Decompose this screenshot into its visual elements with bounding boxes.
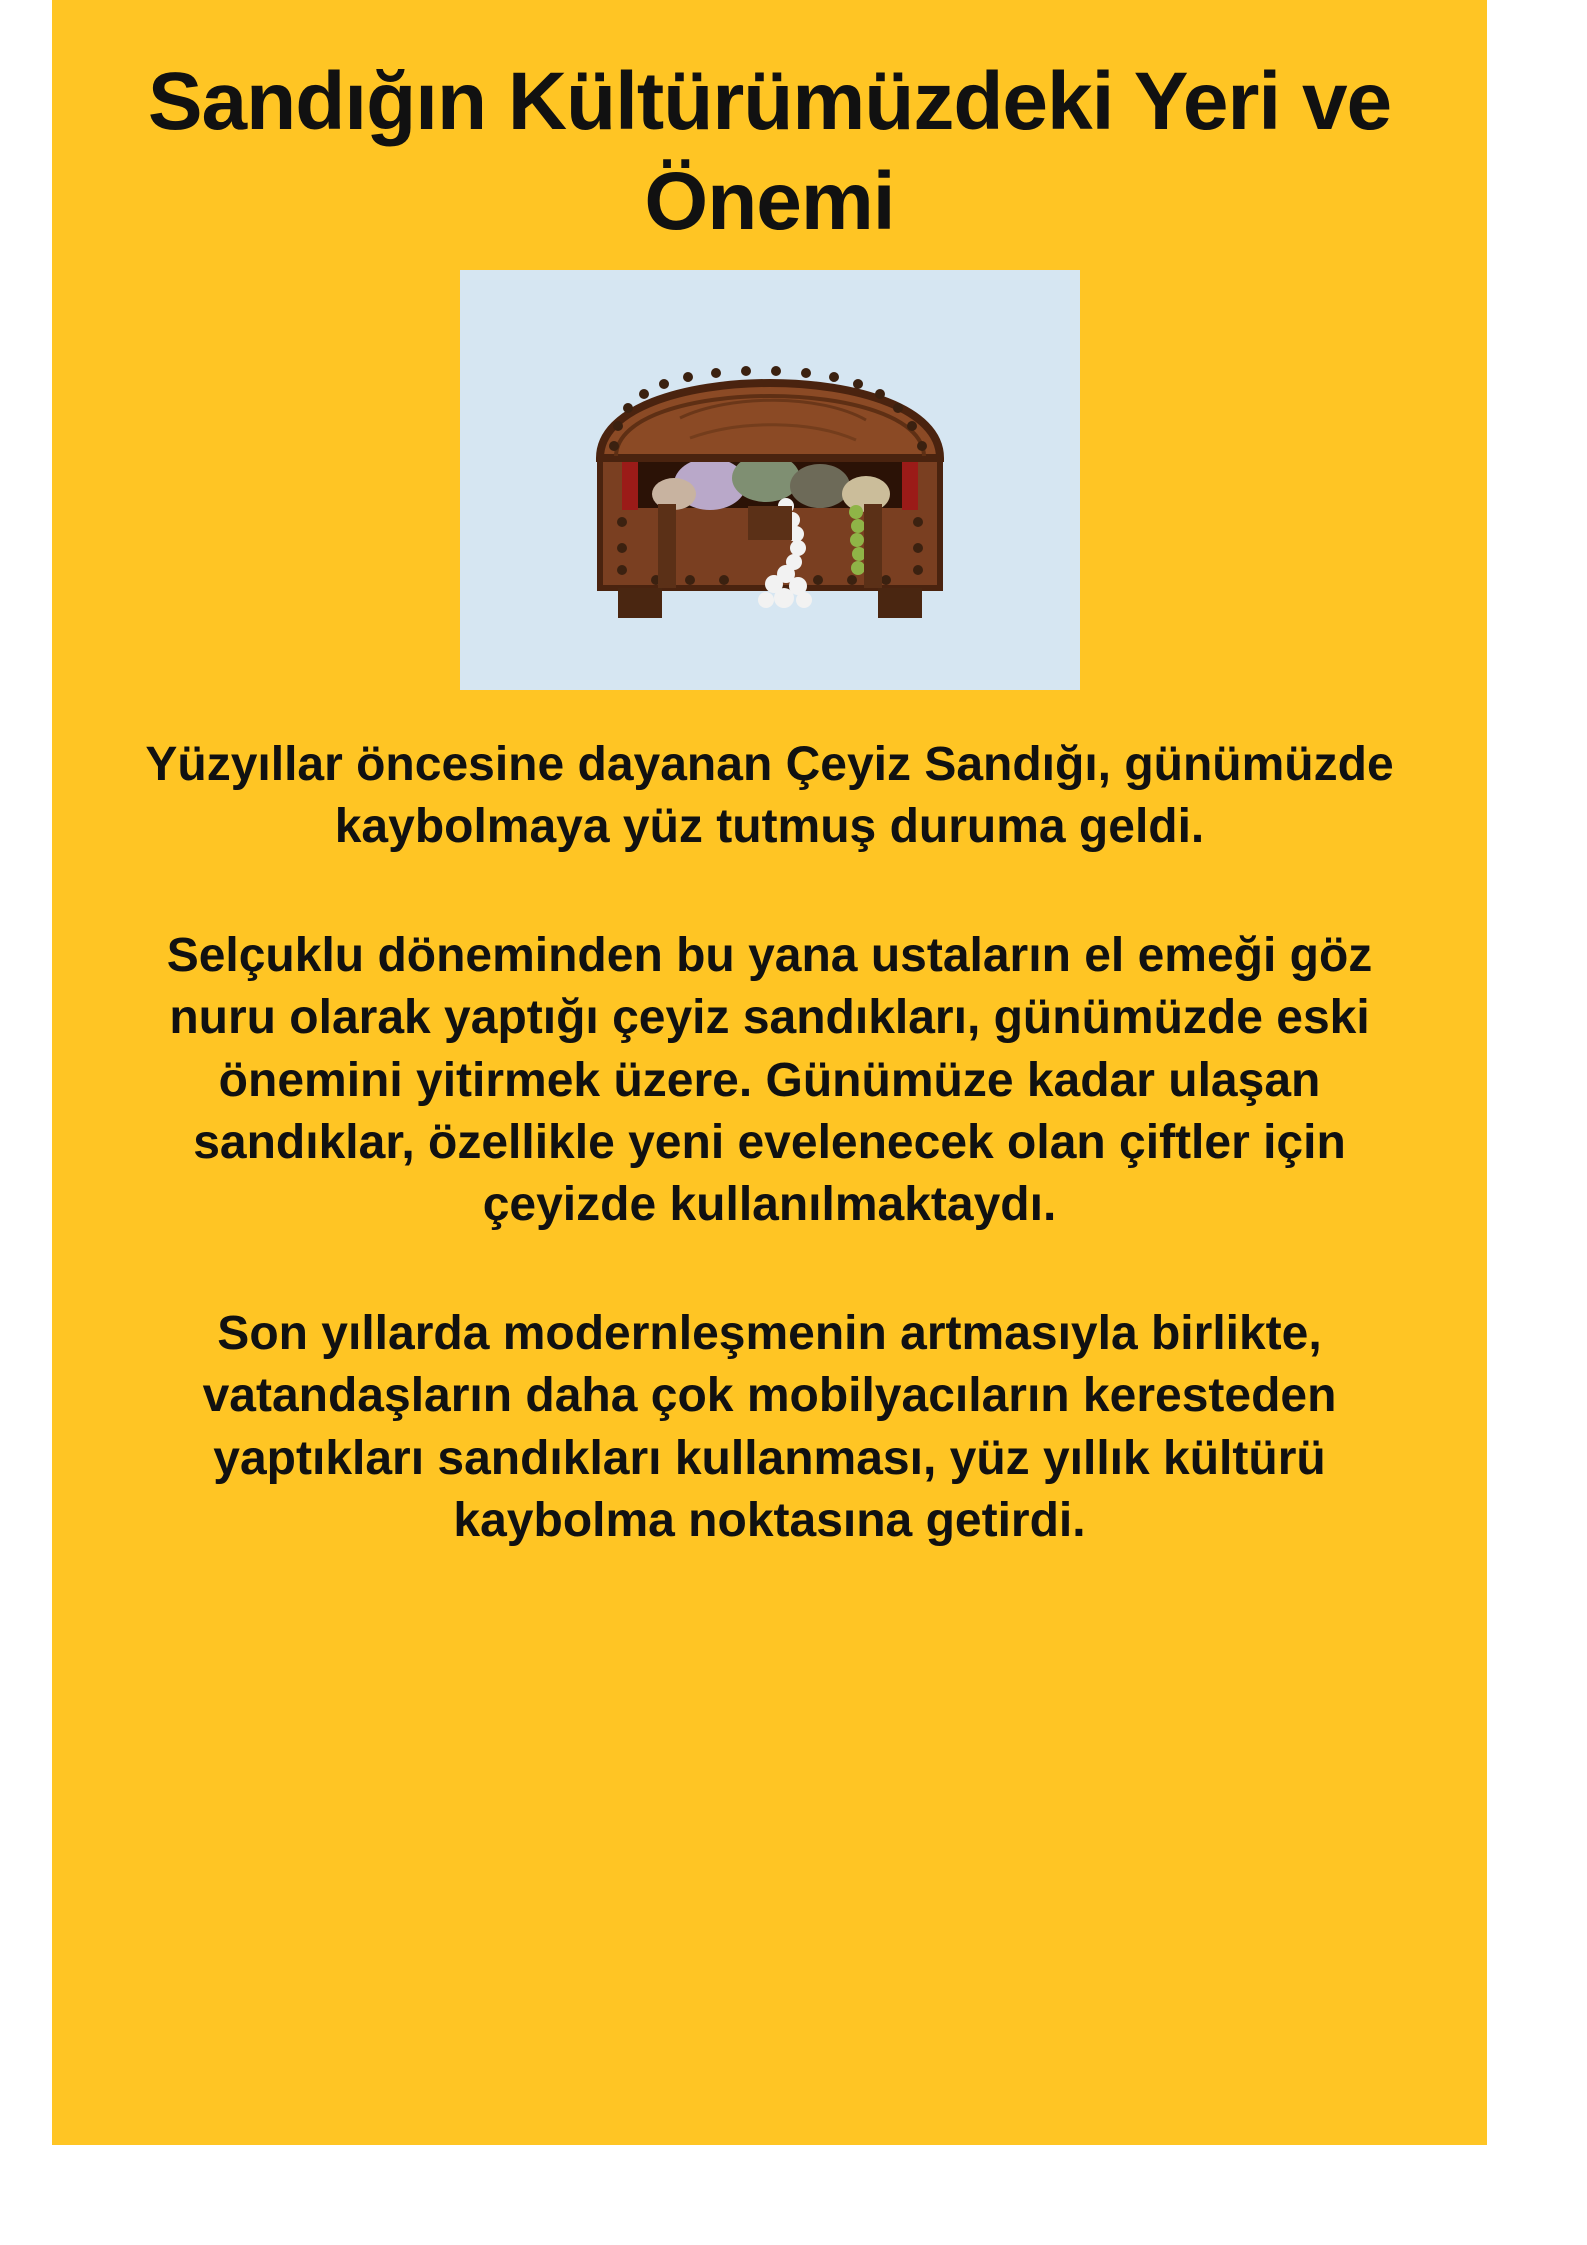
- poster-page: [52, 0, 1487, 2145]
- paragraph-1: Yüzyıllar öncesine dayanan Çeyiz Sandığı, günümüzde kaybolmaya yüz tutmuş duruma geldi.: [145, 738, 1394, 854]
- poster-body: [52, 734, 1487, 1552]
- chest-image-frame: [460, 270, 1080, 690]
- antique-dowry-chest-photo: [570, 298, 970, 638]
- page-bottom-margin: [0, 2145, 1587, 2245]
- page-title: Sandığın Kültürümüzdeki Yeri ve Önemi: [147, 56, 1392, 248]
- paragraph-3: Son yıllarda modernleşmenin artmasıyla birlikte, vatandaşların daha çok mobilyacıların keresteden yaptıkları sandıkları kullanması, yüz yıllık kültürü kaybolma noktasına getirdi.: [202, 1306, 1337, 1547]
- paragraph-2: Selçuklu döneminden bu yana ustaların el emeği göz nuru olarak yaptığı çeyiz sandıkları, günümüzde eski önemini yitirmek üzere. Günümüze kadar ulaşan sandıklar, özellikle yeni evelenecek olan çiftler için çeyizde kullanılmaktaydı.: [166, 928, 1373, 1232]
